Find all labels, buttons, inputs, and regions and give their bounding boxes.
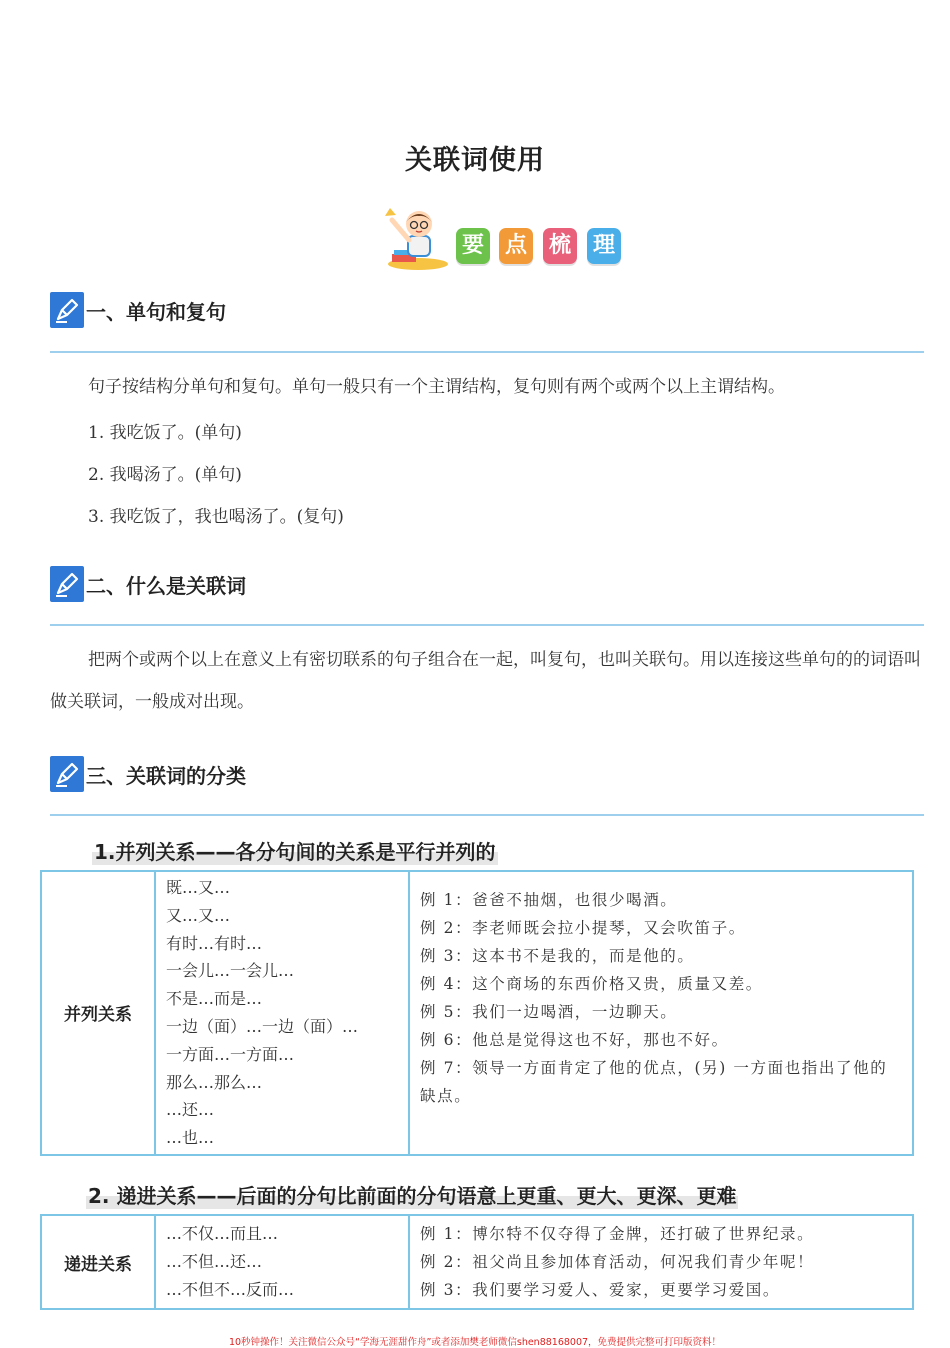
connective-word: 一会儿…一会儿… — [166, 961, 295, 981]
pen-icon — [50, 566, 84, 602]
section-1-intro: 句子按结构分单句和复句。单句一般只有一个主谓结构，复句则有两个或两个以上主谓结构。 — [88, 377, 785, 397]
example-item: 例 6：他总是觉得这也不好，那也不好。 — [420, 1031, 729, 1049]
example-item: 例 7：领导一方面肯定了他的优点，(另) 一方面也指出了他的缺点。 — [420, 1059, 888, 1105]
example-item: 例 3：我们要学习爱人、爱家，更要学习爱国。 — [420, 1281, 780, 1299]
connective-word: 一边（面）…一边（面）… — [166, 1016, 359, 1036]
connective-word: …不仅…而且… — [166, 1224, 279, 1244]
connective-word: 又…又… — [166, 905, 231, 925]
connective-word: 既…又… — [166, 878, 231, 897]
student-mascot-icon — [382, 206, 454, 272]
connective-word: 不是…而是… — [166, 989, 263, 1009]
page-title: 关联词使用 — [405, 145, 545, 176]
category-2-table — [40, 1214, 914, 1310]
banner-tile-1: 要 — [456, 228, 490, 264]
banner-tile-3: 梳 — [543, 228, 577, 264]
section-1-title: 一、单句和复句 — [86, 299, 226, 324]
connective-word: …还… — [166, 1100, 215, 1120]
section-2-text: 把两个或两个以上在意义上有密切联系的句子组合在一起，叫复句，也叫关联句。用以连接这些单句的的词语叫做关联词，一般成对出现。 — [50, 650, 921, 712]
example-sentence-1: 1. 我吃饭了。(单句) — [88, 423, 242, 443]
example-sentence-2: 2. 我喝汤了。(单句) — [88, 465, 242, 485]
banner-tile-2: 点 — [499, 228, 533, 264]
example-item: 例 1：博尔特不仅夺得了金牌，还打破了世界纪录。 — [420, 1225, 815, 1243]
key-points-banner — [382, 206, 632, 272]
divider — [50, 814, 924, 816]
example-item: 例 1：爸爸不抽烟，也很少喝酒。 — [420, 891, 678, 909]
connective-list — [155, 1215, 409, 1309]
section-3-heading — [50, 756, 246, 792]
connective-word: 那么…那么… — [166, 1072, 263, 1092]
example-item: 例 4：这个商场的东西价格又贵，质量又差。 — [420, 975, 763, 993]
example-item: 例 3：这本书不是我的，而是他的。 — [420, 947, 695, 965]
pen-icon — [50, 292, 84, 328]
banner-tile-4: 理 — [587, 228, 621, 264]
category-label: 并列关系 — [41, 871, 155, 1155]
section-2-heading — [50, 566, 246, 602]
divider — [50, 351, 924, 353]
section-3-title: 三、关联词的分类 — [86, 763, 246, 788]
section-1-heading — [50, 292, 226, 328]
example-list — [409, 871, 913, 1155]
category-1-table — [40, 870, 914, 1156]
pen-icon — [50, 756, 84, 792]
connective-word: 一方面…一方面… — [166, 1044, 295, 1064]
footer-notice: 10秒钟操作！关注微信公众号“学海无涯甜作舟”或者添加樊老师微信shen88168007，免费提供完整可打印版资料！ — [228, 1337, 722, 1348]
category-label: 递进关系 — [41, 1215, 155, 1309]
category-1-subtitle: 1.并列关系——各分句间的关系是平行并列的 — [92, 836, 498, 865]
connective-word: 有时…有时… — [166, 933, 263, 953]
example-sentence-3: 3. 我吃饭了，我也喝汤了。(复句) — [88, 507, 344, 527]
example-list — [409, 1215, 913, 1309]
connective-list — [155, 871, 409, 1155]
connective-word: …不但…还… — [166, 1252, 263, 1272]
divider — [50, 624, 924, 626]
example-item: 例 5：我们一边喝酒，一边聊天。 — [420, 1003, 678, 1021]
connective-word: …也… — [166, 1128, 215, 1148]
category-2-subtitle: 2. 递进关系——后面的分句比前面的分句语意上更重、更大、更深、更难 — [86, 1180, 738, 1209]
example-item: 例 2：祖父尚且参加体育活动，何况我们青少年呢！ — [420, 1253, 815, 1271]
connective-word: …不但不…反而… — [166, 1279, 295, 1299]
example-item: 例 2：李老师既会拉小提琴，又会吹笛子。 — [420, 919, 746, 937]
section-2-title: 二、什么是关联词 — [86, 573, 246, 598]
